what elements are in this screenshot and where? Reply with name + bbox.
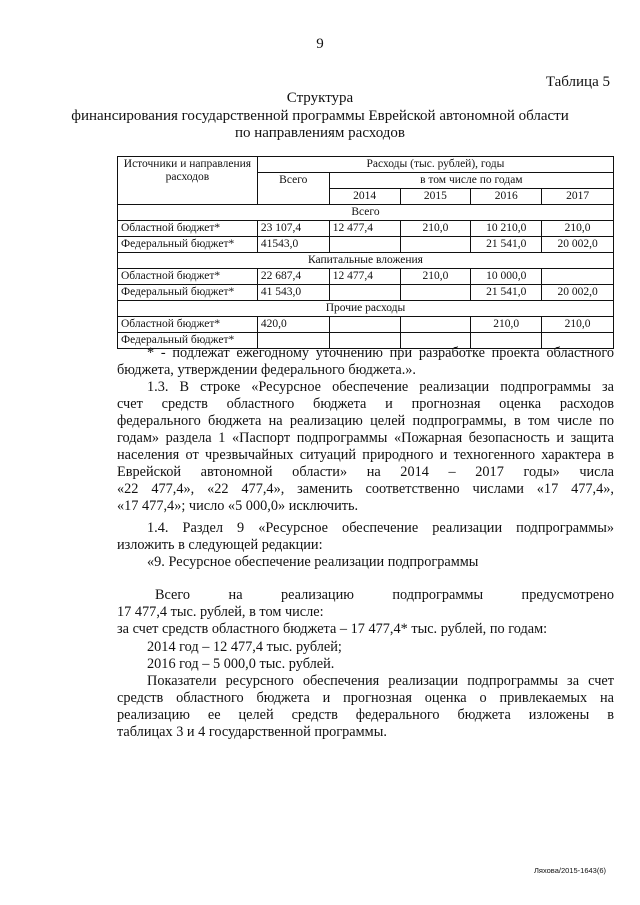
year-2014-cell — [329, 237, 400, 253]
year-2014-line: 2014 год – 12 477,4 тыс. рублей; — [147, 639, 342, 655]
year-2017-cell — [542, 269, 614, 285]
paragraph-1-3-line: населения от чрезвычайных ситуаций природного и техногенного характера в — [117, 447, 614, 463]
header-year: 2014 — [329, 189, 400, 205]
table-row — [118, 317, 614, 333]
table-row — [118, 269, 614, 285]
paragraph-1-3-line: «17 477,4»; число «5 000,0» исключить. — [117, 498, 359, 514]
page-number: 9 — [316, 36, 324, 52]
year-2015-cell: 210,0 — [400, 221, 471, 237]
header-year: 2016 — [471, 189, 542, 205]
footer-code: Ляхова/2015-1643(6) — [533, 866, 606, 875]
source-cell: Федеральный бюджет* — [118, 285, 258, 301]
year-2016-line: 2016 год – 5 000,0 тыс. рублей. — [147, 656, 335, 672]
paragraph-1-3-line: Еврейской автономной области» на 2014 – 2017 годы» числа — [117, 464, 614, 480]
total-funding-line: Всего на реализацию подпрограммы предусмотрено — [155, 587, 614, 603]
indicators-line: средств областного бюджета и прогнозная оценка о привлекаемых на — [117, 690, 614, 706]
source-cell: Областной бюджет* — [118, 221, 258, 237]
indicators-line: таблицах 3 и 4 государственной программы. — [117, 724, 387, 740]
table-row — [118, 237, 614, 253]
header-by-year: в том числе по годам — [329, 173, 613, 189]
year-2017-cell: 20 002,0 — [542, 285, 614, 301]
paragraph-1-3-line: федерального бюджета на реализацию целей подпрограммы, в том числе по — [117, 413, 614, 429]
year-2014-cell — [329, 285, 400, 301]
section-row — [118, 205, 614, 221]
year-2015-cell — [400, 317, 471, 333]
table-title-line-3: по направлениям расходов — [234, 125, 405, 141]
year-2015-cell: 210,0 — [400, 269, 471, 285]
footnote-line-2: бюджета, утверждении федерального бюджета.». — [117, 362, 416, 378]
indicators-line: реализацию ее целей средств федерального бюджета изложены в — [117, 707, 614, 723]
year-2014-cell: 12 477,4 — [329, 269, 400, 285]
total-cell: 22 687,4 — [257, 269, 329, 285]
paragraph-1-3-line: счет средств областного бюджета и прогнозная оценка расходов — [117, 396, 614, 412]
source-cell: Областной бюджет* — [118, 317, 258, 333]
total-cell: 41 543,0 — [257, 285, 329, 301]
section-title: Всего — [118, 205, 614, 221]
table-row — [118, 221, 614, 237]
header-expenses: Расходы (тыс. рублей), годы — [257, 157, 613, 173]
total-cell: 41543,0 — [257, 237, 329, 253]
section-title: Капитальные вложения — [118, 253, 614, 269]
year-2014-cell — [329, 317, 400, 333]
source-cell: Федеральный бюджет* — [118, 333, 258, 349]
paragraph-1-3-line: 1.3. В строке «Ресурсное обеспечение реализации подпрограммы за — [147, 379, 614, 395]
paragraph-1-3-line: годам» раздела 1 «Паспорт подпрограммы «Пожарная безопасность и защита — [117, 430, 614, 446]
table-label: Таблица 5 — [545, 74, 610, 90]
total-cell: 420,0 — [257, 317, 329, 333]
table-title-line-1: Структура — [286, 90, 354, 106]
year-2016-cell: 10 210,0 — [471, 221, 542, 237]
header-sources: Источники и направления расходов — [118, 157, 258, 205]
financing-structure-table — [117, 156, 614, 349]
table-title-line-2: финансирования государственной программы Еврейской автономной области — [71, 108, 569, 124]
indicators-line: Показатели ресурсного обеспечения реализации подпрограммы за счет — [147, 673, 614, 689]
header-total: Всего — [257, 173, 329, 205]
year-2016-cell: 21 541,0 — [471, 285, 542, 301]
header-year: 2015 — [400, 189, 471, 205]
total-funding-line: 17 477,4 тыс. рублей, в том числе: — [117, 604, 324, 620]
table-header-row — [118, 157, 614, 173]
section-9-title: «9. Ресурсное обеспечение реализации подпрограммы — [147, 554, 479, 570]
paragraph-1-3-line: «22 477,4», «22 477,4», заменить соответственно числами «17 477,4», — [117, 481, 614, 497]
year-2015-cell — [400, 285, 471, 301]
section-title: Прочие расходы — [118, 301, 614, 317]
section-row — [118, 253, 614, 269]
regional-budget-line: за счет средств областного бюджета – 17 477,4* тыс. рублей, по годам: — [117, 621, 548, 637]
paragraph-1-4-line: изложить в следующей редакции: — [117, 537, 323, 553]
section-row — [118, 301, 614, 317]
header-year: 2017 — [542, 189, 614, 205]
paragraph-1-4-line: 1.4. Раздел 9 «Ресурсное обеспечение реализации подпрограммы» — [147, 520, 614, 536]
source-cell: Федеральный бюджет* — [118, 237, 258, 253]
year-2016-cell: 210,0 — [471, 317, 542, 333]
year-2015-cell — [400, 237, 471, 253]
year-2017-cell: 20 002,0 — [542, 237, 614, 253]
total-cell: 23 107,4 — [257, 221, 329, 237]
year-2016-cell: 10 000,0 — [471, 269, 542, 285]
source-cell: Областной бюджет* — [118, 269, 258, 285]
table-row — [118, 285, 614, 301]
year-2017-cell: 210,0 — [542, 317, 614, 333]
footnote-line-1: * - подлежат ежегодному уточнению при разработке проекта областного — [147, 345, 614, 361]
year-2014-cell: 12 477,4 — [329, 221, 400, 237]
year-2016-cell: 21 541,0 — [471, 237, 542, 253]
year-2017-cell: 210,0 — [542, 221, 614, 237]
